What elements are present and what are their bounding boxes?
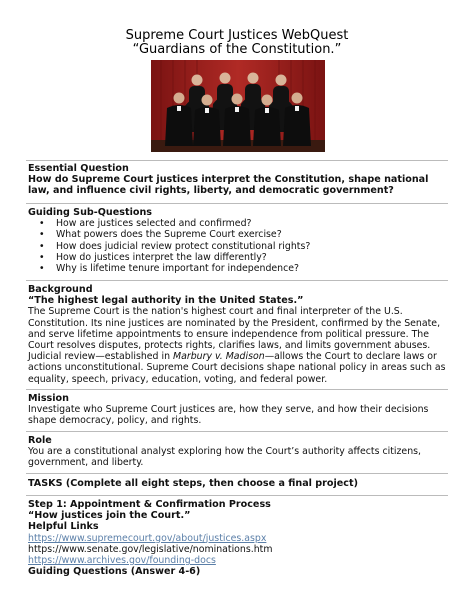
link-archives[interactable]: https://www.archives.gov/founding-docs bbox=[28, 555, 216, 567]
essential-question-section bbox=[28, 163, 453, 197]
essential-question-text: How do Supreme Court justices interpret the Constitution, shape national law, and influence civil rights, liberty, and democratic government? bbox=[28, 174, 429, 197]
role-heading: Role bbox=[28, 435, 52, 446]
background-text: The Supreme Court is the nation's highest court and final interpreter of the U.S. Constitution. Its nine justices are nominated by the President, confirmed by the Senate, and serve lifetime appointments to ensure independence from political pressure. The Court resolves disputes, protects rights, clarifies laws, and limits government abuses. Judicial review—established in Marbury v. Madison—allows the Court to declare laws or actions unconstitutional. Supreme Court decisions shape national policy in areas such as equality, speech, privacy, education, voting, and federal power. bbox=[28, 306, 446, 385]
section-divider bbox=[26, 280, 448, 281]
section-divider bbox=[26, 495, 448, 496]
step1-quote: “How justices join the Court.” bbox=[28, 510, 191, 522]
helpful-links-heading: Helpful Links bbox=[28, 521, 99, 533]
essential-question-heading: Essential Question bbox=[28, 163, 129, 174]
list-item: • How do justices interpret the law differently? bbox=[28, 252, 453, 263]
list-item: • How are justices selected and confirmed? bbox=[28, 218, 453, 229]
justices-group-photo bbox=[151, 60, 325, 152]
section-divider bbox=[26, 160, 448, 161]
section-divider bbox=[26, 473, 448, 474]
mission-section bbox=[28, 393, 453, 427]
tasks-heading: TASKS (Complete all eight steps, then choose a final project) bbox=[28, 478, 358, 489]
role-text: You are a constitutional analyst exploring how the Court’s authority affects citizens, government, and liberty. bbox=[28, 446, 421, 469]
step1-heading: Step 1: Appointment & Confirmation Process bbox=[28, 499, 271, 510]
case-name: Marbury v. Madison bbox=[173, 351, 265, 363]
list-item: • What powers does the Supreme Court exercise? bbox=[28, 229, 453, 240]
mission-text: Investigate who Supreme Court justices are, how they serve, and how their decisions shape democracy, policy, and rights. bbox=[28, 404, 429, 427]
guiding-heading: Guiding Sub-Questions bbox=[28, 207, 152, 218]
list-item: • Why is lifetime tenure important for independence? bbox=[28, 263, 453, 274]
tasks-section bbox=[28, 478, 453, 489]
section-divider bbox=[26, 431, 448, 432]
page-subtitle: “Guardians of the Constitution.” bbox=[132, 42, 342, 57]
background-heading: Background bbox=[28, 284, 93, 295]
background-section bbox=[28, 284, 453, 385]
list-item: • How does judicial review protect constitutional rights? bbox=[28, 241, 453, 252]
step1-section bbox=[28, 499, 453, 577]
link-supremecourt[interactable]: https://www.supremecourt.gov/about/justices.aspx bbox=[28, 532, 267, 544]
page-title: Supreme Court Justices WebQuest bbox=[125, 28, 349, 43]
link-senate[interactable]: https://www.senate.gov/legislative/nominations.htm bbox=[28, 543, 273, 555]
section-divider bbox=[26, 389, 448, 390]
guiding-questions-heading: Guiding Questions (Answer 4-6) bbox=[28, 566, 201, 578]
mission-heading: Mission bbox=[28, 393, 69, 404]
role-section bbox=[28, 435, 453, 469]
section-divider bbox=[26, 203, 448, 204]
background-quote: “The highest legal authority in the United States.” bbox=[28, 295, 304, 307]
guiding-list bbox=[28, 218, 453, 274]
guiding-subquestions-section bbox=[28, 207, 453, 274]
